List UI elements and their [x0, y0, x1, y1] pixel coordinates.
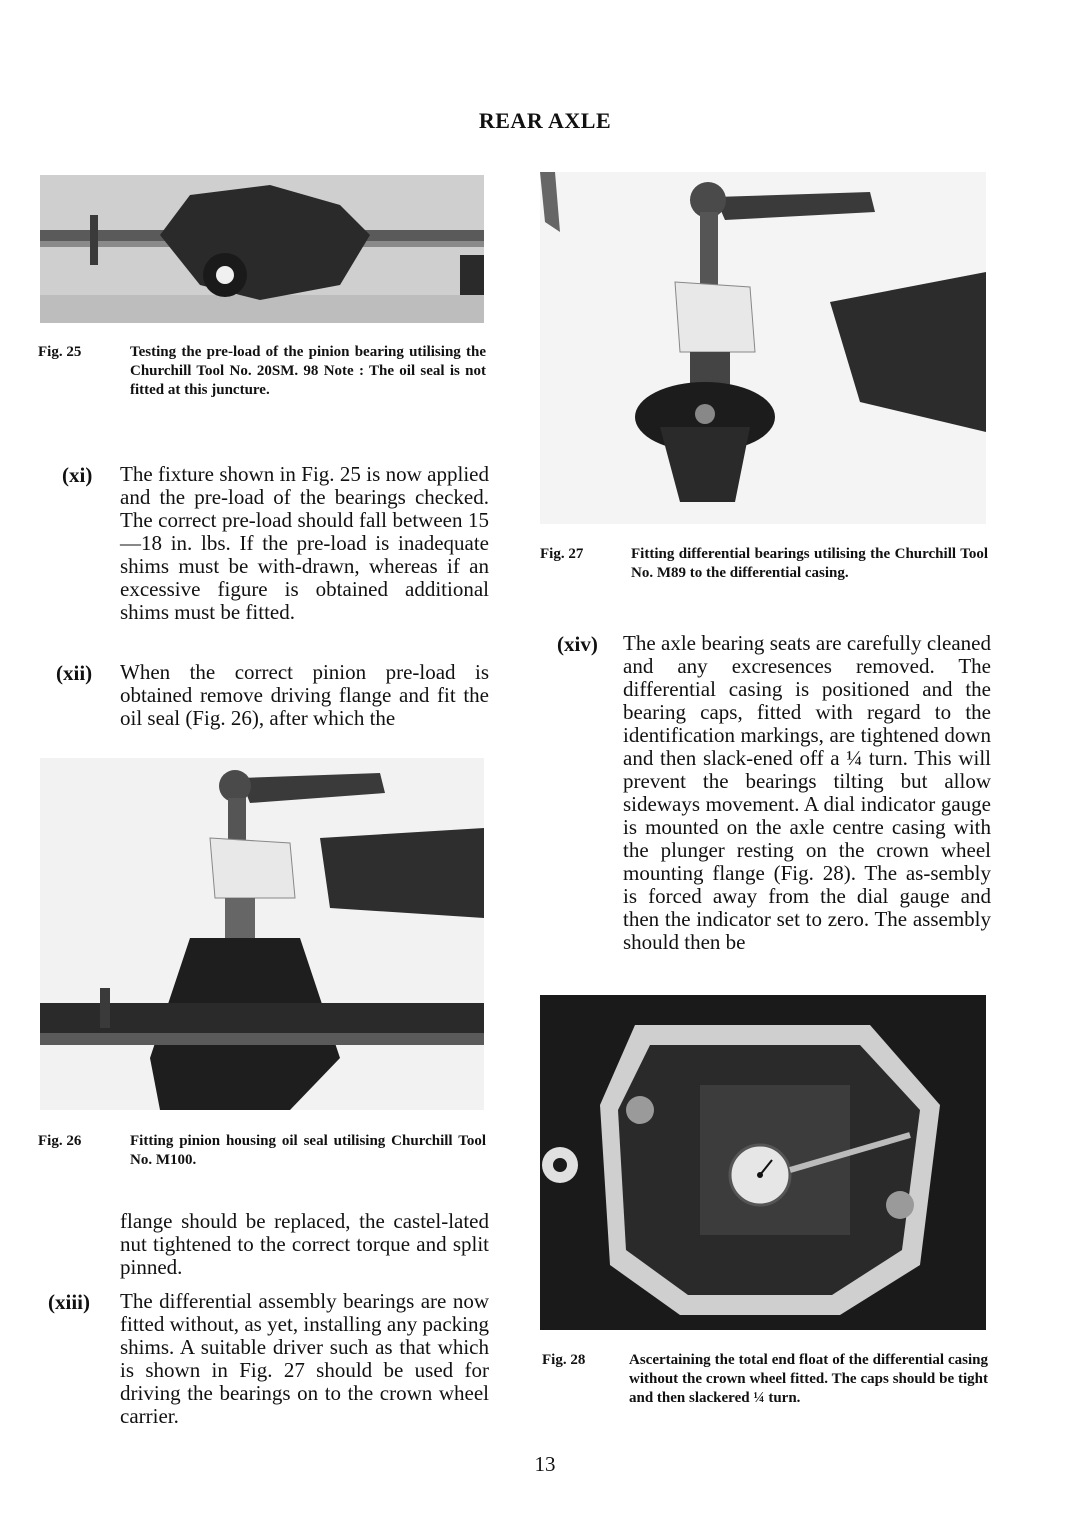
- para-xiii-number: (xiii): [48, 1290, 90, 1314]
- para-xiv-number: (xiv): [557, 632, 598, 656]
- fig-28-photo: [540, 995, 986, 1330]
- fig-26-label: Fig. 26: [38, 1133, 82, 1149]
- fig-27-caption: Fitting differential bearings utilising the Churchill Tool No. M89 to the differential casing.: [631, 546, 988, 581]
- fig-27-label: Fig. 27: [540, 546, 584, 562]
- para-xii-number: (xii): [56, 661, 93, 685]
- fig-25-label: Fig. 25: [38, 344, 82, 360]
- fig-25-photo: [40, 175, 484, 323]
- fig-26-photo: [40, 758, 484, 1110]
- para-xiii-text: The differential assembly bearings are now fitted without, as yet, installing any packing shims. A suitable driver such as that which is shown in Fig. 27 should be used for driving the bearings on to the crown wheel carrier.: [120, 1289, 489, 1428]
- fig-28-label: Fig. 28: [542, 1352, 586, 1368]
- fig-26-illustration: [40, 758, 484, 1110]
- fig-27-illustration: [540, 172, 986, 524]
- para-xiv-text: The axle bearing seats are carefully cleaned and any excresences removed. The differential casing is positioned and the bearing caps, fitted with regard to the identification markings, are tightened down and then slack-ened off a ¼ turn. This will prevent the bearings tilting but allow sideways movement. A dial indicator gauge is mounted on the axle centre casing with the plunger resting on the crown wheel mounting flange (Fig. 28). The as-sembly is forced away from the dial gauge and then the indicator set to zero. The assembly should then be: [623, 631, 991, 954]
- para-xi-text: The fixture shown in Fig. 25 is now applied and the pre-load of the bearings checked. The correct pre-load should fall between 15—18 in. lbs. If the pre-load is inadequate shims must be with-drawn, whereas if an excessive figure is obtained additional shims must be fitted.: [120, 462, 489, 624]
- fig-26-caption: Fitting pinion housing oil seal utilising Churchill Tool No. M100.: [130, 1133, 486, 1168]
- fig-25-caption: Testing the pre-load of the pinion bearing utilising the Churchill Tool No. 20SM. 98 Note : The oil seal is not fitted at this juncture.: [130, 344, 486, 398]
- para-xii-text: When the correct pinion pre-load is obtained remove driving flange and fit the oil seal (Fig. 26), after which the: [120, 660, 489, 730]
- fig-28-illustration: [540, 995, 986, 1330]
- fig-28-caption: Ascertaining the total end float of the differential casing without the crown wheel fitted. The caps should be tight and then slackered ¼ turn.: [629, 1352, 988, 1406]
- fig-25-illustration: [40, 175, 484, 323]
- para-xi-number: (xi): [62, 463, 93, 487]
- page-number: 13: [534, 1452, 556, 1476]
- para-xii-continued: flange should be replaced, the castel-lated nut tightened to the correct torque and split pinned.: [120, 1209, 489, 1279]
- fig-27-photo: [540, 172, 986, 524]
- page-title: REAR AXLE: [478, 108, 612, 133]
